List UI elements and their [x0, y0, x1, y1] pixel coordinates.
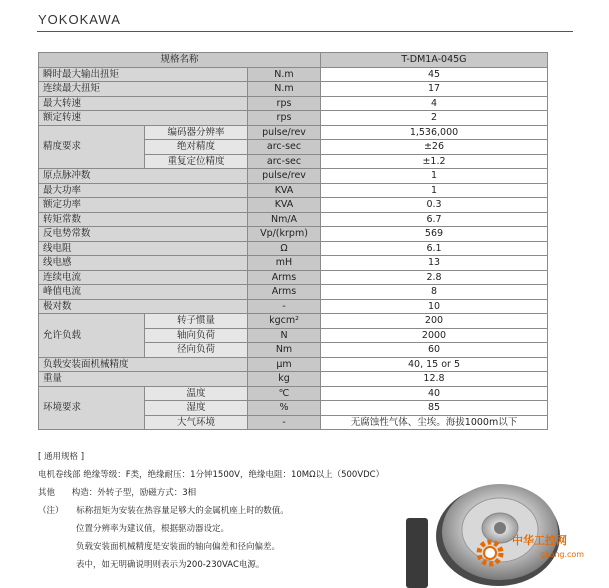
notes-line-insulation: 电机卷线部 绝缘等级：F类，绝缘耐压：1分钟1500V，绝缘电阻：10MΩ以上（500VDC）: [38, 470, 385, 480]
spec-value: ±26: [321, 140, 548, 155]
spec-label: 额定功率: [39, 198, 248, 213]
spec-group-label: 允许负载: [39, 314, 145, 358]
spec-label: 峰值电流: [39, 285, 248, 300]
table-row: [39, 386, 548, 401]
notes-line-remark: [38, 504, 384, 518]
notes-other-text: 构造：外转子型，励磁方式：3相: [71, 488, 197, 498]
motor-photo: [402, 478, 609, 588]
table-row: [39, 241, 548, 256]
spec-label: 原点脉冲数: [39, 169, 248, 184]
notes-remark-text: 标称扭矩为安装在热容量足够大的金属机座上时的数值。: [76, 506, 289, 516]
spec-unit: kg: [248, 372, 321, 387]
spec-unit: pulse/rev: [248, 125, 321, 140]
spec-sub-label: 大气环境: [145, 415, 248, 430]
spec-value: 0.3: [321, 198, 548, 213]
spec-value: 8: [321, 285, 548, 300]
table-row: [39, 111, 548, 126]
spec-value: 569: [321, 227, 548, 242]
spec-label: 转矩常数: [39, 212, 248, 227]
notes-line-accuracy: 负载安装面机械精度是安装面的轴向偏差和径向偏差。: [76, 542, 281, 552]
spec-value: 1,536,000: [321, 125, 548, 140]
spec-label: 线电感: [39, 256, 248, 271]
notes-heading: [ 通用规格 ]: [38, 452, 85, 462]
spec-unit: KVA: [248, 183, 321, 198]
table-row: [39, 169, 548, 184]
spec-value: 2.8: [321, 270, 548, 285]
spec-value: 40, 15 or 5: [321, 357, 548, 372]
spec-value: 60: [321, 343, 548, 358]
spec-unit: Nm/A: [248, 212, 321, 227]
spec-value: 200: [321, 314, 548, 329]
spec-label: 连续最大扭矩: [39, 82, 248, 97]
spec-unit: arc-sec: [248, 140, 321, 155]
spec-label: 极对数: [39, 299, 248, 314]
spec-unit: -: [248, 299, 321, 314]
spec-unit: ℃: [248, 386, 321, 401]
spec-value: 1: [321, 169, 548, 184]
spec-unit: N: [248, 328, 321, 343]
spec-value: 45: [321, 67, 548, 82]
spec-value: 10: [321, 299, 548, 314]
spec-unit: Arms: [248, 285, 321, 300]
table-header-row: [39, 53, 548, 68]
table-row: [39, 270, 548, 285]
table-row: [39, 212, 548, 227]
spec-unit: Arms: [248, 270, 321, 285]
spec-unit: Nm: [248, 343, 321, 358]
spec-unit: Vp/(krpm): [248, 227, 321, 242]
notes-line-resolution: 位置分辨率为建议值，根据驱动器设定。: [76, 524, 230, 534]
spec-unit: mH: [248, 256, 321, 271]
spec-label: 线电阻: [39, 241, 248, 256]
spec-sub-label: 轴向负荷: [145, 328, 248, 343]
table-row: [39, 67, 548, 82]
spec-label: 反电势常数: [39, 227, 248, 242]
spec-unit: Ω: [248, 241, 321, 256]
spec-sub-label: 转子惯量: [145, 314, 248, 329]
header-spec-name: 规格名称: [39, 53, 321, 68]
spec-unit: -: [248, 415, 321, 430]
spec-label: 重量: [39, 372, 248, 387]
notes-line-other: [38, 486, 384, 500]
spec-unit: rps: [248, 111, 321, 126]
table-row: [39, 96, 548, 111]
spec-label: 额定转速: [39, 111, 248, 126]
table-row: [39, 82, 548, 97]
watermark-url: gkong.com: [540, 550, 585, 559]
spec-value: 40: [321, 386, 548, 401]
spec-sub-label: 湿度: [145, 401, 248, 416]
table-row: [39, 299, 548, 314]
spec-value: 4: [321, 96, 548, 111]
table-row: [39, 125, 548, 140]
spec-value: 17: [321, 82, 548, 97]
notes-remark-label: （注）: [38, 506, 64, 516]
spec-unit: KVA: [248, 198, 321, 213]
spec-unit: N.m: [248, 82, 321, 97]
spec-value: 1: [321, 183, 548, 198]
table-row: [39, 285, 548, 300]
spec-unit: arc-sec: [248, 154, 321, 169]
spec-unit: pulse/rev: [248, 169, 321, 184]
notes-other-label: 其他: [38, 488, 56, 498]
spec-label: 最大功率: [39, 183, 248, 198]
spec-sub-label: 绝对精度: [145, 140, 248, 155]
spec-label: 负载安装面机械精度: [39, 357, 248, 372]
table-row: [39, 227, 548, 242]
spec-sub-label: 温度: [145, 386, 248, 401]
spec-value: ±1.2: [321, 154, 548, 169]
spec-group-label: 精度要求: [39, 125, 145, 169]
spec-value: 12.8: [321, 372, 548, 387]
spec-table: [38, 52, 548, 430]
notes-line-power: 表中，如无明确说明则表示为200-230VAC电源。: [76, 560, 265, 570]
spec-sub-label: 编码器分辨率: [145, 125, 248, 140]
spec-unit: kgcm²: [248, 314, 321, 329]
header-divider: [37, 31, 573, 32]
table-row: [39, 372, 548, 387]
spec-label: 最大转速: [39, 96, 248, 111]
spec-value: 13: [321, 256, 548, 271]
spec-value: 85: [321, 401, 548, 416]
spec-unit: μm: [248, 357, 321, 372]
spec-value: 2000: [321, 328, 548, 343]
gear-logo-icon: [472, 535, 508, 571]
header-model: T-DM1A-045G: [321, 53, 548, 68]
spec-unit: rps: [248, 96, 321, 111]
notes-section: [38, 450, 384, 576]
spec-unit: N.m: [248, 67, 321, 82]
spec-sub-label: 径向负荷: [145, 343, 248, 358]
table-row: [39, 357, 548, 372]
spec-unit: %: [248, 401, 321, 416]
table-row: [39, 183, 548, 198]
spec-value: 6.7: [321, 212, 548, 227]
watermark-cn: 中华工控网: [512, 534, 567, 547]
spec-label: 连续电流: [39, 270, 248, 285]
table-row: [39, 198, 548, 213]
spec-value: 无腐蚀性气体、尘埃。海拔1000m以下: [321, 415, 548, 430]
spec-value: 6.1: [321, 241, 548, 256]
table-row: [39, 314, 548, 329]
spec-label: 瞬时最大输出扭矩: [39, 67, 248, 82]
brand-logo-text: YOKOKAWA: [38, 12, 121, 27]
spec-group-label: 环境要求: [39, 386, 145, 430]
table-row: [39, 256, 548, 271]
spec-sub-label: 重复定位精度: [145, 154, 248, 169]
spec-value: 2: [321, 111, 548, 126]
